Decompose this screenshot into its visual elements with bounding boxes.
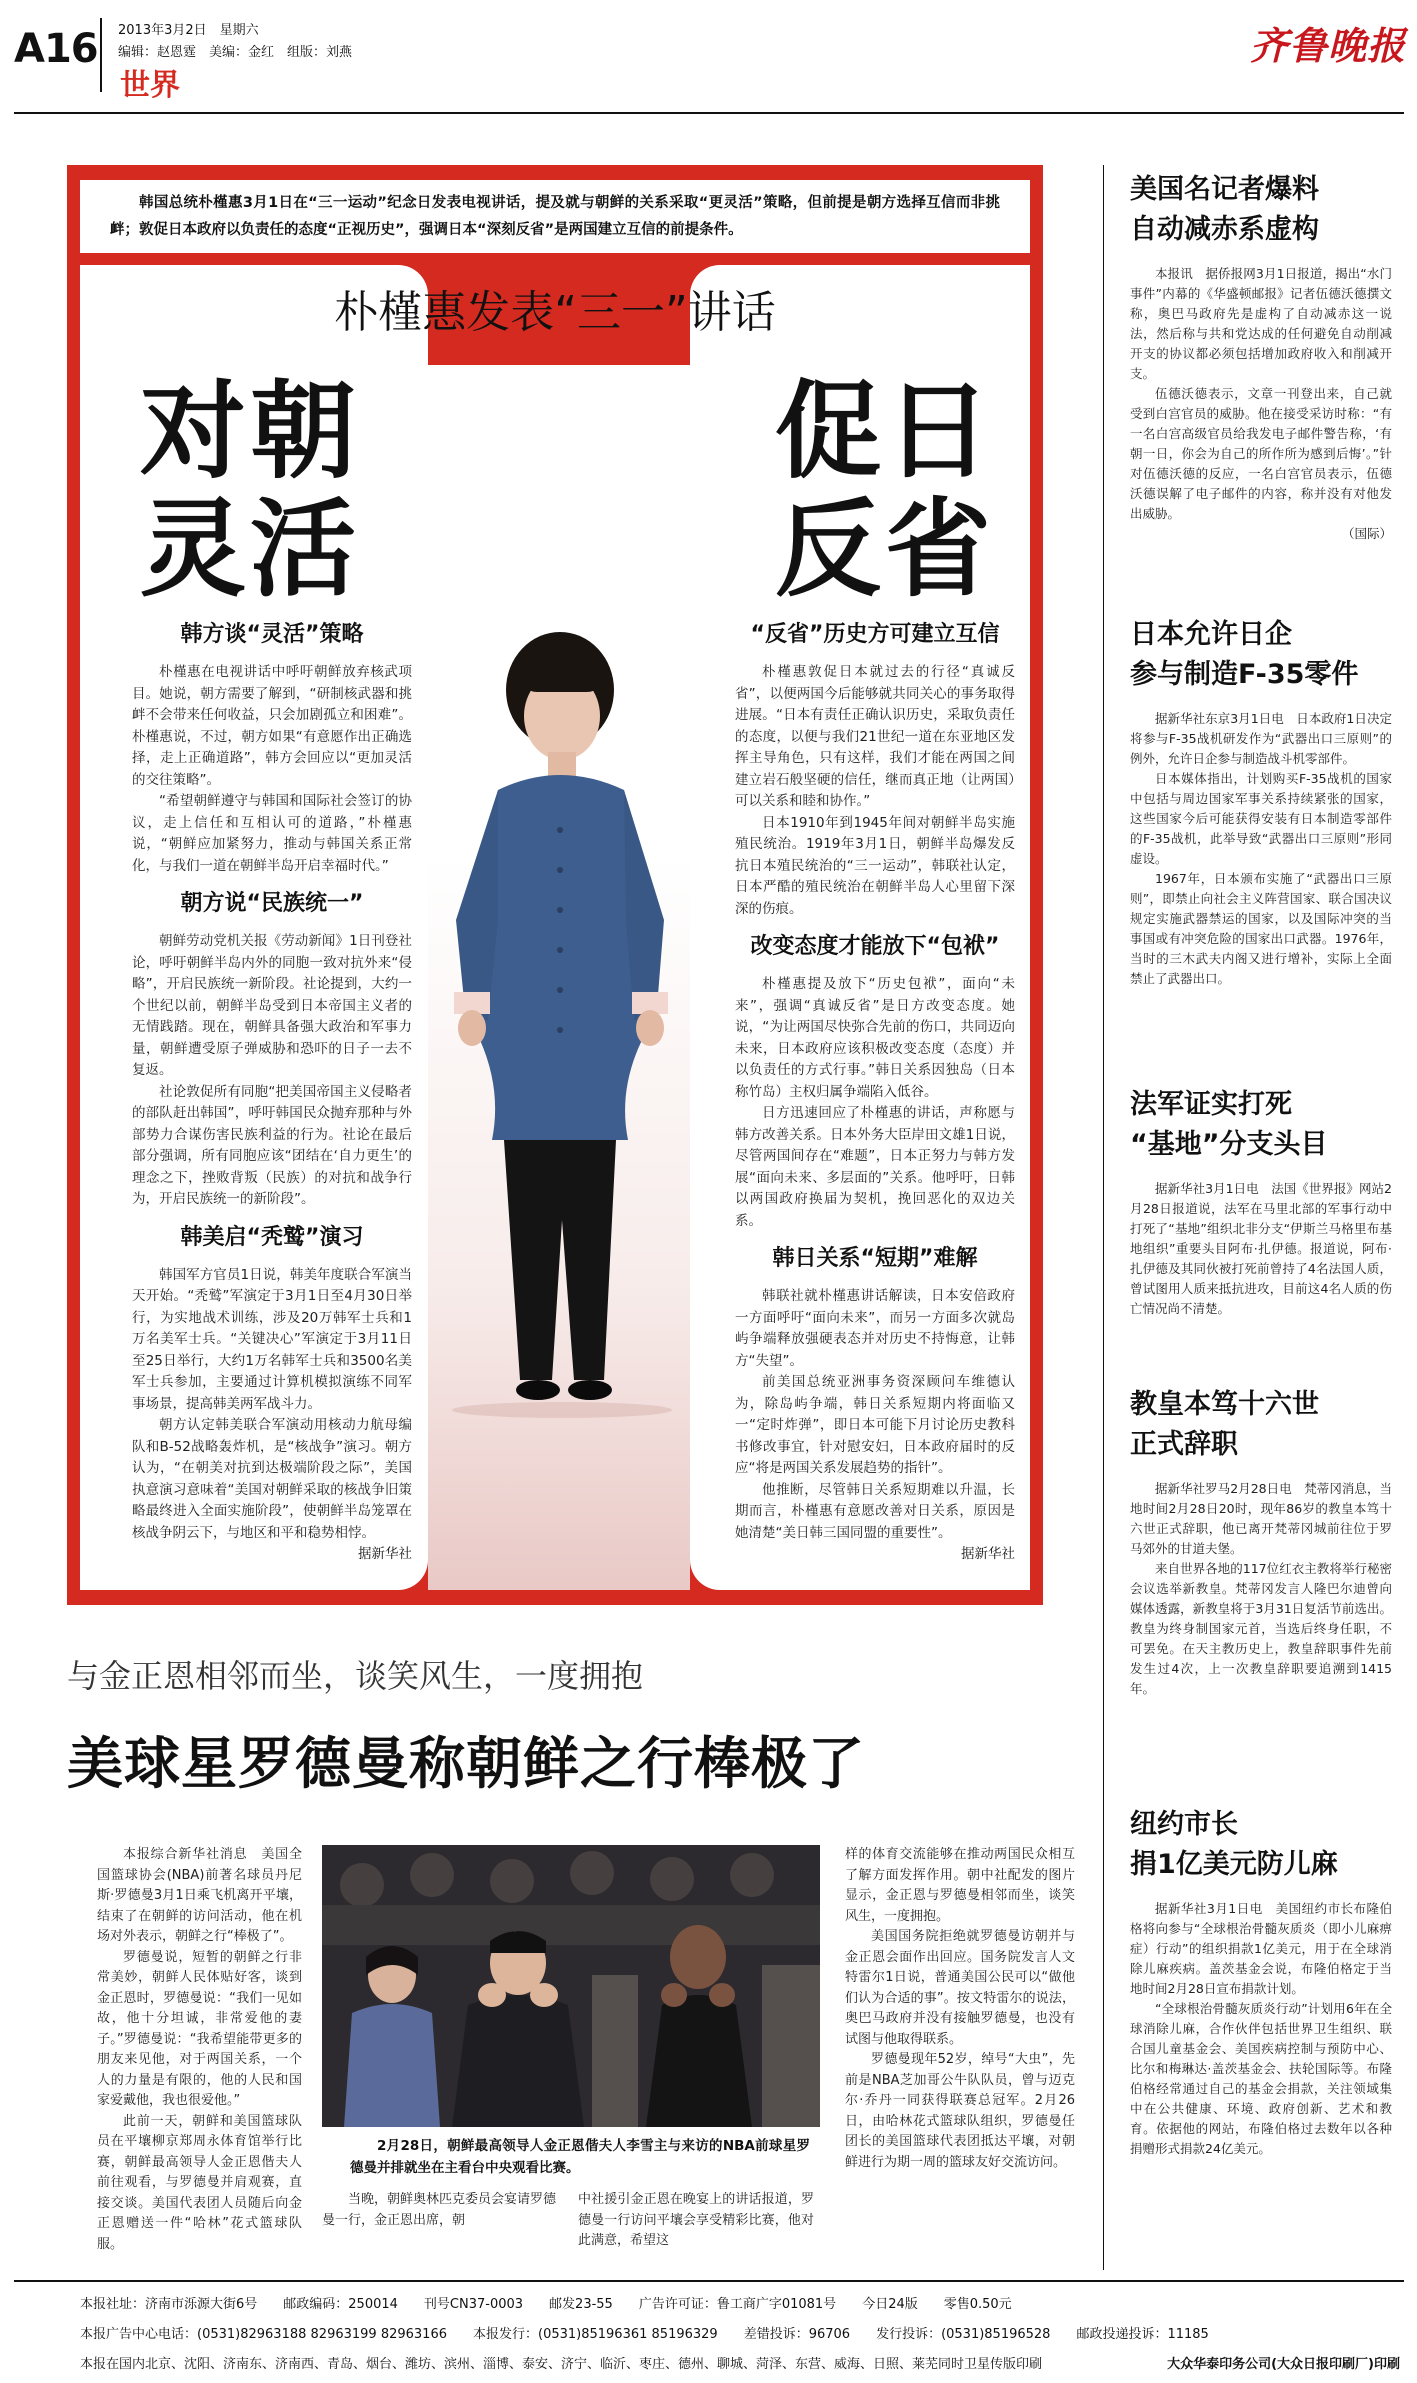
issue-date: 2013年3月2日 (118, 23, 207, 38)
story2-col3-p1: 样的体育交流能够在推动两国民众相互了解方面发挥作用。朝中社配发的图片显示，金正恩与罗德曼相邻而坐，谈笑风生，一度拥抱。 (845, 1847, 1075, 1924)
sidebar-story-4-body-2: 来自世界各地的117位红衣主教将举行秘密会议选举新教皇。梵蒂冈发言人隆巴尔迪曾向媒体透露，新教皇将于3月31日复活节前选出。教皇为终身制国家元首，当选后终身任职，不可罢免。在天主教历史上，教皇辞职事件先前发生过4次，上一次教皇辞职要追溯到1415年。 (1130, 1561, 1392, 1696)
sidebar-story-5 (1130, 1805, 1392, 2159)
rodman-photo (322, 1845, 820, 2127)
footer-postal-code: 邮发23-55 (549, 2297, 613, 2312)
footer-distribution-phone: 本报发行：(0531)85196361 85196329 (473, 2327, 718, 2342)
sidebar-story-4-body: 据新华社罗马2月28日电 梵蒂冈消息，当地时间2月28日20时，现年86岁的教皇本笃十六世正式辞职，他已离开梵蒂冈城前往位于罗马郊外的甘道夫堡。 (1130, 1481, 1392, 1556)
sidebar-story-4 (1130, 1385, 1392, 1805)
feature-right-column (735, 620, 1015, 1565)
footer-ad-license: 广告许可证：鲁工商广字01081号 (638, 2297, 837, 2312)
footer-price: 零售0.50元 (943, 2297, 1012, 2312)
sidebar (1130, 170, 1392, 2159)
footer-print-cities: 本报在国内北京、沈阳、济南东、济南西、青岛、烟台、潍坊、滨州、淄博、泰安、济宁、临沂、枣庄、德州、聊城、菏泽、东营、威海、日照、莱芜同时卫星传版印刷 (80, 2357, 1043, 2372)
left-paragraph-3: 朝鲜劳动党机关报《劳动新闻》1日刊登社论，呼吁朝鲜半岛内外的同胞一致对抗外来“侵略”，开启民族统一新阶段。社论提到，大约一个世纪以前，朝鲜半岛受到日本帝国主义者的无情践踏。现在，朝鲜具备强大政治和军事力量，朝鲜遭受原子弹威胁和恐吓的日子一去不复返。 (132, 933, 412, 1078)
right-subhead-2: 改变态度才能放下“包袱” (750, 934, 1000, 959)
footer-rule-top (14, 2280, 1404, 2282)
sidebar-story-1-title-1: 美国名记者爆料 (1130, 174, 1319, 205)
right-paragraph-6: 前美国总统亚洲事务资深顾问车维德认为，除岛屿争端，韩日关系短期内将面临又一“定时炸弹”，即日本可能下月讨论历史教科书修改事宜，针对慰安妇，日本政府届时的反应“将是两国关系发展趋势的指针”。 (735, 1374, 1015, 1476)
right-paragraph-1: 朴槿惠敦促日本就过去的行径“真诚反省”，以便两国今后能够就共同关心的事务取得进展。“日本有责任正确认识历史，采取负责任的态度，以便与我们21世纪一道在东亚地区发挥主导角色，只有这样，我们才能在两国之间建立岩石般坚硬的信任，继而真正地（让两国）可以关系和睦和协作。” (735, 664, 1015, 809)
editor-line: 编辑：赵恩霆 美编：金红 组版：刘燕 (118, 45, 353, 60)
sidebar-story-2-body-3: 1967年，日本颁布实施了“武器出口三原则”，即禁止向社会主义阵营国家、联合国决议规定实施武器禁运的国家，以及国际冲突的当事国或有冲突危险的国家出口武器。1976年，当时的三木武夫内阁又进行增补，实际上全面禁止了武器出口。 (1130, 871, 1392, 986)
story2-col3-p2: 美国国务院拒绝就罗德曼访朝并与金正恩会面作出回应。国务院发言人文特雷尔1日说，普通美国公民可以“做他们认为合适的事”。按文特雷尔的说法，奥巴马政府并没有接触罗德曼，也没有试图与他取得联系。 (845, 1929, 1075, 2047)
rodman-photo-caption: 2月28日，朝鲜最高领导人金正恩偕夫人李雪主与来访的NBA前球星罗德曼并排就坐在主看台中央观看比赛。 (350, 2138, 810, 2176)
big-headline-right-2: 反省 (775, 486, 995, 611)
story2-below-b-text: 中社援引金正恩在晚宴上的讲话报道，罗德曼一行访问平壤会享受精彩比赛，他对此满意，希望这 (578, 2192, 814, 2248)
right-subhead-3: 韩日关系“短期”难解 (772, 1246, 978, 1271)
page-header (0, 0, 1417, 103)
footer-row-3 (80, 2350, 1400, 2380)
footer-postal-complaint: 邮政投递投诉：11185 (1076, 2327, 1209, 2342)
left-subhead-3: 韩美启“秃鹫”演习 (180, 1224, 364, 1250)
story2-below-photo-b (578, 2190, 814, 2252)
story2-col3-p3: 罗德曼现年52岁，绰号“大虫”，先前是NBA芝加哥公牛队队员，曾与迈克尔·乔丹一同获得联赛总冠军。2月26日，由哈林花式篮球队组织，罗德曼任团长的美国篮球代表团抵达平壤，对朝鲜进行为期一周的篮球友好交流访问。 (845, 2052, 1075, 2170)
story2-deck: 与金正恩相邻而坐，谈笑风生，一度拥抱 (67, 1657, 644, 1695)
story2-column-1 (97, 1845, 302, 2255)
sidebar-story-2-body: 据新华社东京3月1日电 日本政府1日决定将参与F-35战机研发作为“武器出口三原则”的例外，允许日企参与制造战斗机零部件。 (1130, 711, 1392, 766)
sidebar-story-4-title-1: 教皇本笃十六世 (1130, 1389, 1319, 1420)
sidebar-story-2-title-1: 日本允许日企 (1130, 619, 1292, 650)
president-photo (428, 620, 690, 1570)
page-number: A16 (14, 26, 98, 72)
left-byline: 据新华社 (358, 1546, 412, 1562)
big-headline-left-1: 对朝 (140, 368, 360, 493)
story2-col1-p1: 本报综合新华社消息 美国全国篮球协会(NBA)前著名球员丹尼斯·罗德曼3月1日乘飞机离开平壤，结束了在朝鲜的访问活动，他在机场对外表示，朝鲜之行“棒极了”。 (97, 1847, 302, 1944)
footer-ad-phone: 本报广告中心电话：(0531)82963188 82963199 82963166 (80, 2327, 447, 2342)
sidebar-story-1-byline: （国际） (1341, 526, 1392, 541)
footer-pages: 今日24版 (862, 2297, 918, 2312)
right-paragraph-2: 日本1910年到1945年间对朝鲜半岛实施殖民统治。1919年3月1日，朝鲜半岛爆发反抗日本殖民统治的“三一运动”，韩联社认定，日本严酷的殖民统治在朝鲜半岛人心里留下深深的伤痕。 (735, 814, 1015, 917)
footer-row-2 (80, 2320, 1400, 2350)
footer-printer: 大众华泰印务公司(大众日报印刷厂)印刷 (1167, 2357, 1400, 2372)
right-paragraph-5: 韩联社就朴槿惠讲话解读，日本安倍政府一方面呼吁“面向未来”，而另一方面多次就岛屿争端释放强硬表态并对历史不持悔意，让韩方“失望”。 (735, 1288, 1015, 1369)
big-headline-left-2: 灵活 (140, 486, 360, 611)
feature-title: 朴槿惠发表“三一”讲话 (334, 287, 776, 338)
sidebar-story-1 (1130, 170, 1392, 615)
sidebar-story-3-body: 据新华社3月1日电 法国《世界报》网站2月28日报道说，法军在马里北部的军事行动中打死了“基地”组织北非分支“伊斯兰马格里布基地组织”重要头目阿布·扎伊德。报道说，阿布·扎伊德及其同伙被打死前曾持了4名法国人质，曾试图用人质来抵抗进攻，目前这4名人质的伤亡情况尚不清楚。 (1130, 1181, 1392, 1316)
right-subhead-1: “反省”历史方可建立互信 (750, 622, 1000, 647)
sidebar-story-1-body: 本报讯 据侨报网3月1日报道，揭出“水门事件”内幕的《华盛顿邮报》记者伍德沃德撰文称，奥巴马政府先是虚构了自动减赤这一说法，然后称与共和党达成的任何避免自动削减开支的协议都必须包括增加政府收入和削减开支。 (1130, 266, 1392, 381)
left-paragraph-2: “希望朝鲜遵守与韩国和国际社会签订的协议，走上信任和互相认可的道路，”朴槿惠说，“朝鲜应加紧努力，推动与韩国关系正常化，与我们一道在朝鲜半岛开启幸福时代。” (132, 793, 412, 874)
story2-col1-p2: 罗德曼说，短暂的朝鲜之行非常美妙，朝鲜人民体贴好客，谈到金正恩时，罗德曼说：“我们一见如故，他十分坦诚，非常爱他的妻子。”罗德曼说：“我希望能带更多的朋友来见他，对于两国关系，一个人的力量是有限的，他的人民和国家爱戴他，我也很爱他。” (97, 1949, 302, 2108)
sidebar-story-2 (1130, 615, 1392, 1085)
sidebar-story-4-title-2: 正式辞职 (1130, 1429, 1238, 1460)
feature-lead-box (80, 180, 1030, 253)
footer-address: 本报社址：济南市泺源大街6号 (80, 2297, 258, 2312)
sidebar-story-5-title-1: 纽约市长 (1130, 1809, 1238, 1840)
sidebar-story-5-body: 据新华社3月1日电 美国纽约市长布隆伯格将向参与“全球根治骨髓灰质炎（即小儿麻痹症）行动”的组织捐款1亿美元，用于在全球消除儿麻疾病。盖茨基金会说，布隆伯格定于当地时间2月28日宣布捐款计划。 (1130, 1901, 1392, 1996)
left-paragraph-1: 朴槿惠在电视讲话中呼吁朝鲜放弃核武项目。她说，朝方需要了解到，“研制核武器和挑衅不会带来任何收益，只会加剧孤立和困难”。朴槿惠说，不过，朝方如果“有意愿作出正确选择，走上正确道路”，韩方会回应以“更加灵活的交往策略”。 (132, 664, 412, 788)
big-headline-right-1: 促日 (775, 368, 995, 493)
section-name: 世界 (120, 68, 180, 103)
left-paragraph-5: 韩国军方官员1日说，韩美年度联合军演当天开始。“秃鹫”军演定于3月1日至4月30日举行，为实地战术训练，涉及20万韩军士兵和1万名美军士兵。“关键决心”军演定于3月11日至25日举行，大约1万名韩军士兵和3500名美军士兵参加，主要通过计算机模拟演练不同军事场景，提高韩美两军战斗力。 (132, 1266, 412, 1412)
sidebar-story-1-body-2: 伍德沃德表示，文章一刊登出来，自己就受到白宫官员的威胁。他在接受采访时称：“有一名白宫高级官员给我发电子邮件警告称，‘有朝一日，你会为自己的所作所为感到后悔’。”针对伍德沃德的反应，一名白宫官员表示，伍德沃德误解了电子邮件的内容，称并没有对他发出威胁。 (1130, 386, 1392, 521)
footer-row-1 (80, 2290, 1400, 2320)
sidebar-story-1-title-2: 自动减赤系虚构 (1130, 214, 1319, 245)
sidebar-divider (1103, 165, 1104, 2270)
footer (80, 2290, 1400, 2380)
sidebar-story-2-title-2: 参与制造F-35零件 (1130, 659, 1359, 690)
sidebar-story-5-body-2: “全球根治骨髓灰质炎行动”计划用6年在全球消除儿麻，合作伙伴包括世界卫生组织、联合国儿童基金会、美国疾病控制与预防中心、比尔和梅琳达·盖茨基金会、扶轮国际等。布隆伯格经常通过自己的基金会捐款，关注领域集中在公共健康、环境、政府创新、艺术和教育。依据他的网站，布隆伯格过去数年以各种捐赠形式捐款24亿美元。 (1130, 2001, 1392, 2156)
footer-error-complaint: 差错投诉：96706 (743, 2327, 851, 2342)
right-paragraph-4: 日方迅速回应了朴槿惠的讲话，声称愿与韩方改善关系。日本外务大臣岸田文雄1日说，尽管两国间存在“难题”，日本正努力与韩方发展“面向未来、多层面的”关系。他呼吁，日韩以两国政府换届为契机，挽回恶化的双边关系。 (735, 1105, 1015, 1229)
left-subhead-2: 朝方说“民族统一” (180, 891, 364, 916)
right-byline: 据新华社 (961, 1546, 1015, 1562)
sidebar-story-3 (1130, 1085, 1392, 1385)
feature-left-column (132, 620, 412, 1565)
left-paragraph-4: 社论敦促所有同胞“把美国帝国主义侵略者的部队赶出韩国”，呼吁韩国民众抛弃那种与外部势力合谋伤害民族利益的行为。社论在最后部分强调，所有同胞应该“团结在‘自力更生’的理念之下，挫败背叛（民族）的对抗和战争行为，开启民族统一的新阶段”。 (132, 1083, 412, 1207)
left-subhead-1: 韩方谈“灵活”策略 (180, 622, 364, 647)
sidebar-story-5-title-2: 捐1亿美元防儿麻 (1130, 1849, 1338, 1880)
issue-weekday: 星期六 (219, 23, 259, 38)
story2-col1-p3: 此前一天，朝鲜和美国篮球队员在平壤柳京郑周永体育馆举行比赛，朝鲜最高领导人金正恩偕夫人前往观看，与罗德曼并肩观赛，直接交谈。美国代表团人员随后向金正恩赠送一件“哈林”花式篮球队服。 (97, 2113, 302, 2252)
footer-postcode: 邮政编码：250014 (283, 2297, 398, 2312)
story2-headline: 美球星罗德曼称朝鲜之行棒极了 (67, 1732, 865, 1797)
left-paragraph-6: 朝方认定韩美联合军演动用核动力航母编队和B-52战略轰炸机，是“核战争”演习。朝方认为，“在朝美对抗到达极端阶段之际”，美国执意演习意味着“美国对朝鲜采取的核战争旧策略最终进入全面实施阶段”，使朝鲜半岛笼罩在核战争阴云下，与地区和平和稳势相悖。 (132, 1417, 412, 1541)
feature-lead: 韩国总统朴槿惠3月1日在“三一运动”纪念日发表电视讲话，提及就与朝鲜的关系采取“更灵活”策略，但前提是朝方选择互信而非挑衅；敦促日本政府以负责任的态度“正视历史”，强调日本“深刻反省”是两国建立互信的前提条件。 (110, 195, 1000, 238)
sidebar-story-3-title-1: 法军证实打死 (1130, 1089, 1292, 1120)
footer-distribution-complaint: 发行投诉：(0531)85196528 (876, 2327, 1051, 2342)
header-rule (14, 112, 1404, 114)
story2-below-a-text: 当晚，朝鲜奥林匹克委员会宴请罗德曼一行，金正恩出席，朝 (322, 2192, 557, 2228)
sidebar-story-3-title-2: “基地”分支头目 (1130, 1129, 1328, 1160)
story2-below-photo-a (322, 2190, 556, 2231)
right-paragraph-7: 他推断，尽管韩日关系短期难以升温，长期而言，朴槿惠有意愿改善对日关系，原因是她清楚“美日韩三国同盟的重要性”。 (735, 1481, 1015, 1541)
sidebar-story-2-body-2: 日本媒体指出，计划购买F-35战机的国家中包括与周边国家军事关系持续紧张的国家，这些国家今后可能获得安装有日本制造零部件的F-35战机，此举导致“武器出口三原则”形同虚设。 (1130, 771, 1392, 866)
footer-issn: 刊号CN37-0003 (423, 2297, 524, 2312)
header-divider (100, 18, 102, 92)
masthead-logo: 齐鲁晚报 (1250, 23, 1407, 68)
story2-column-3 (845, 1845, 1075, 2173)
right-paragraph-3: 朴槿惠提及放下“历史包袱”，面向“未来”，强调“真诚反省”是日方改变态度。她说，“为让两国尽快弥合先前的伤口，共同迈向未来，日本政府应该积极改变态度（态度）并以负责任的方式行事。”韩日关系因独岛（日本称竹岛）主权归属争端陷入低谷。 (735, 976, 1015, 1100)
